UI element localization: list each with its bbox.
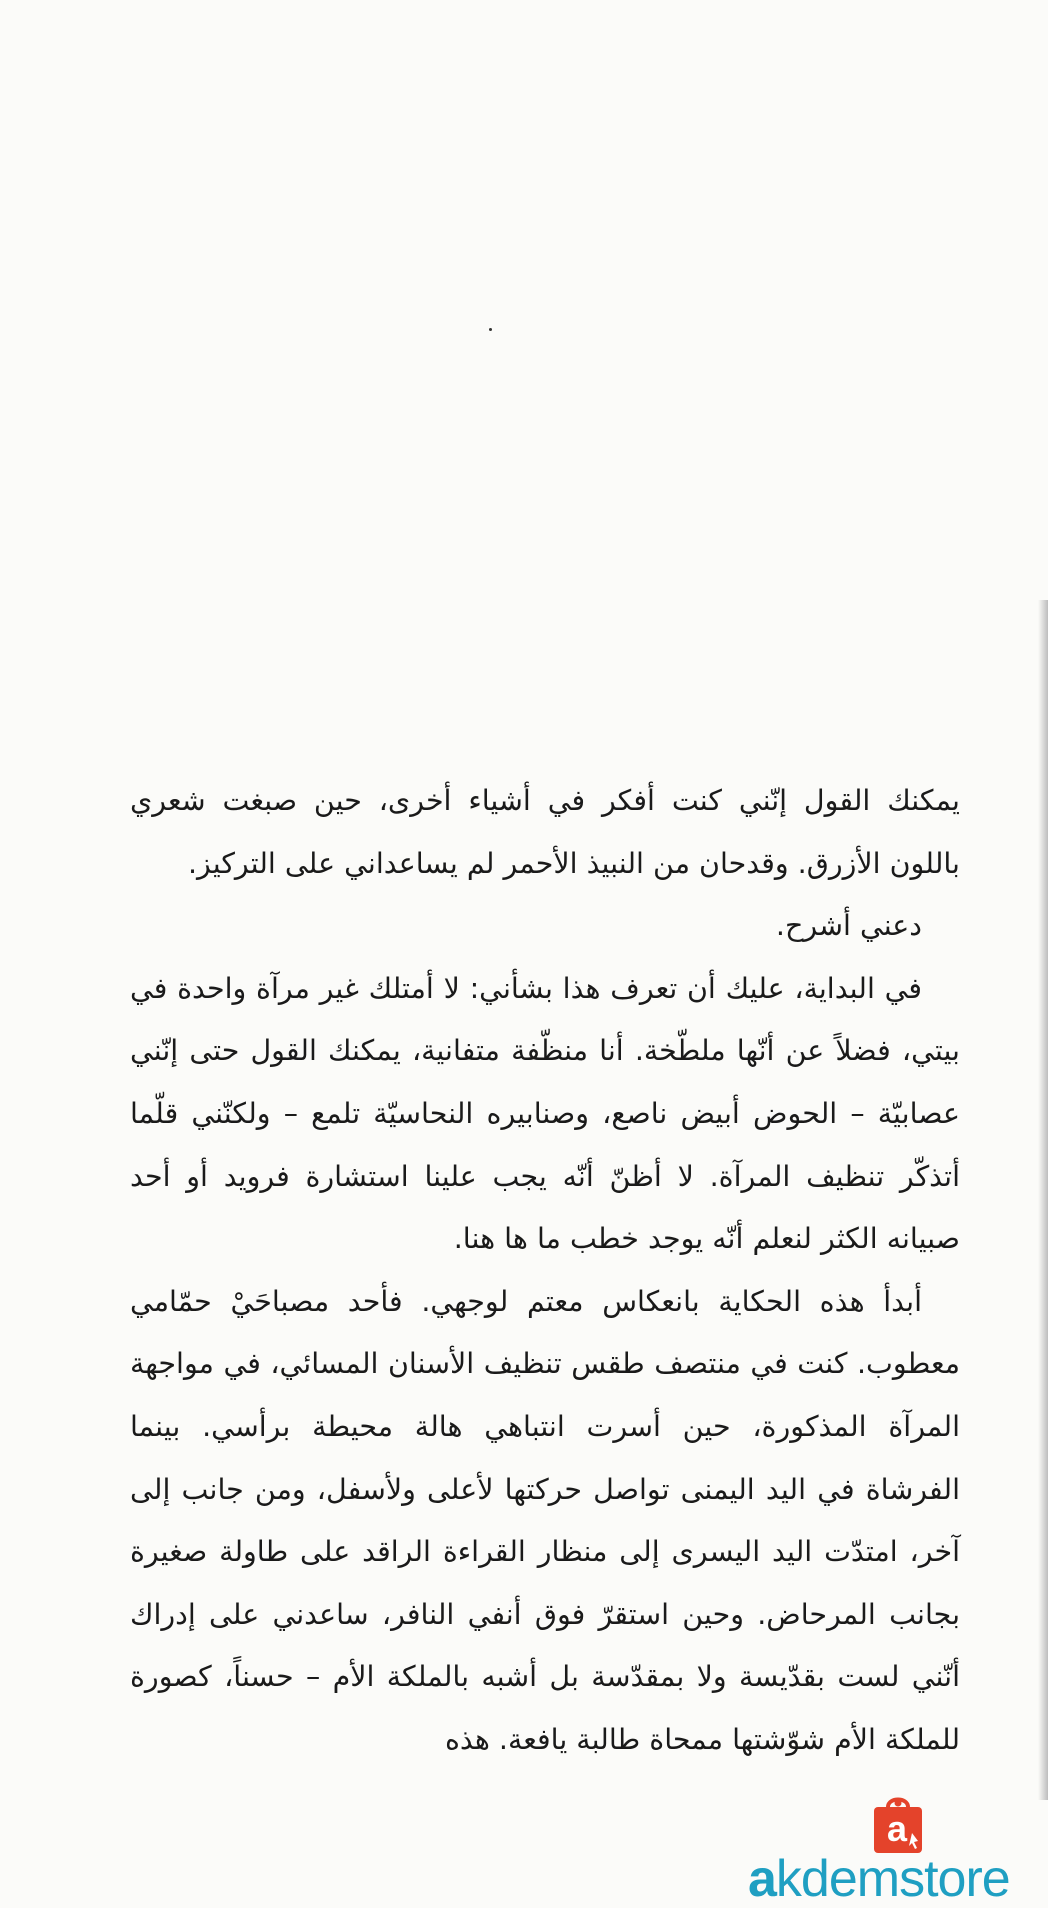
- logo-letter: a: [886, 1808, 908, 1849]
- paragraph-3: في البداية، عليك أن تعرف هذا بشأني: لا أمتلك غير مرآة واحدة في بيتي، فضلاً عن أنّها ملطّخة. أنا منظّفة متفانية، يمكنك القول حتى إنّني عصابيّة – الحوض أبيض ناصع، وصنابيره النحاسيّة تلمع – ولكنّني قلّما أتذكّر تنظيف المرآة. لا أظنّ أنّه يجب علينا استشارة فرويد أو أحد صبيانه الكثر لنعلم أنّه يوجد خطب ما ها هنا.: [130, 971, 960, 1256]
- shopping-bag-logo-icon: [866, 1793, 930, 1855]
- paper-speck: [489, 328, 492, 331]
- paragraph-1: يمكنك القول إنّني كنت أفكر في أشياء أخرى، حين صبغت شعري باللون الأزرق. وقدحان من النبيذ الأحمر لم يساعداني على التركيز.: [130, 784, 960, 880]
- akdemstore-wordmark: [748, 1852, 1048, 1907]
- paragraph-4: أبدأ هذه الحكاية بانعكاس معتم لوجهي. فأحد مصباحَيْ حمّامي معطوب. كنت في منتصف طقس تنظيف الأسنان المسائي، في مواجهة المرآة المذكورة، حين أسرت انتباهي هالة محيطة برأسي. بينما الفرشاة في اليد اليمنى تواصل حركتها لأعلى ولأسفل، ومن جانب إلى آخر، امتدّت اليد اليسرى إلى منظار القراءة الراقد على طاولة صغيرة بجانب المرحاض. وحين استقرّ فوق أنفي النافر، ساعدني على إدراك أنّني لست بقدّيسة ولا بمقدّسة بل أشبه بالملكة الأم – حسناً، كصورة للملكة الأم شوّشتها ممحاة طالبة يافعة. هذه: [130, 1284, 960, 1756]
- paragraph-2: دعني أشرح.: [775, 909, 922, 943]
- body-text: [130, 770, 960, 1772]
- wordmark-rest: kdemstore: [775, 1850, 1010, 1908]
- wordmark-first-letter: a: [748, 1850, 776, 1908]
- page-edge-shadow: [1038, 600, 1048, 1800]
